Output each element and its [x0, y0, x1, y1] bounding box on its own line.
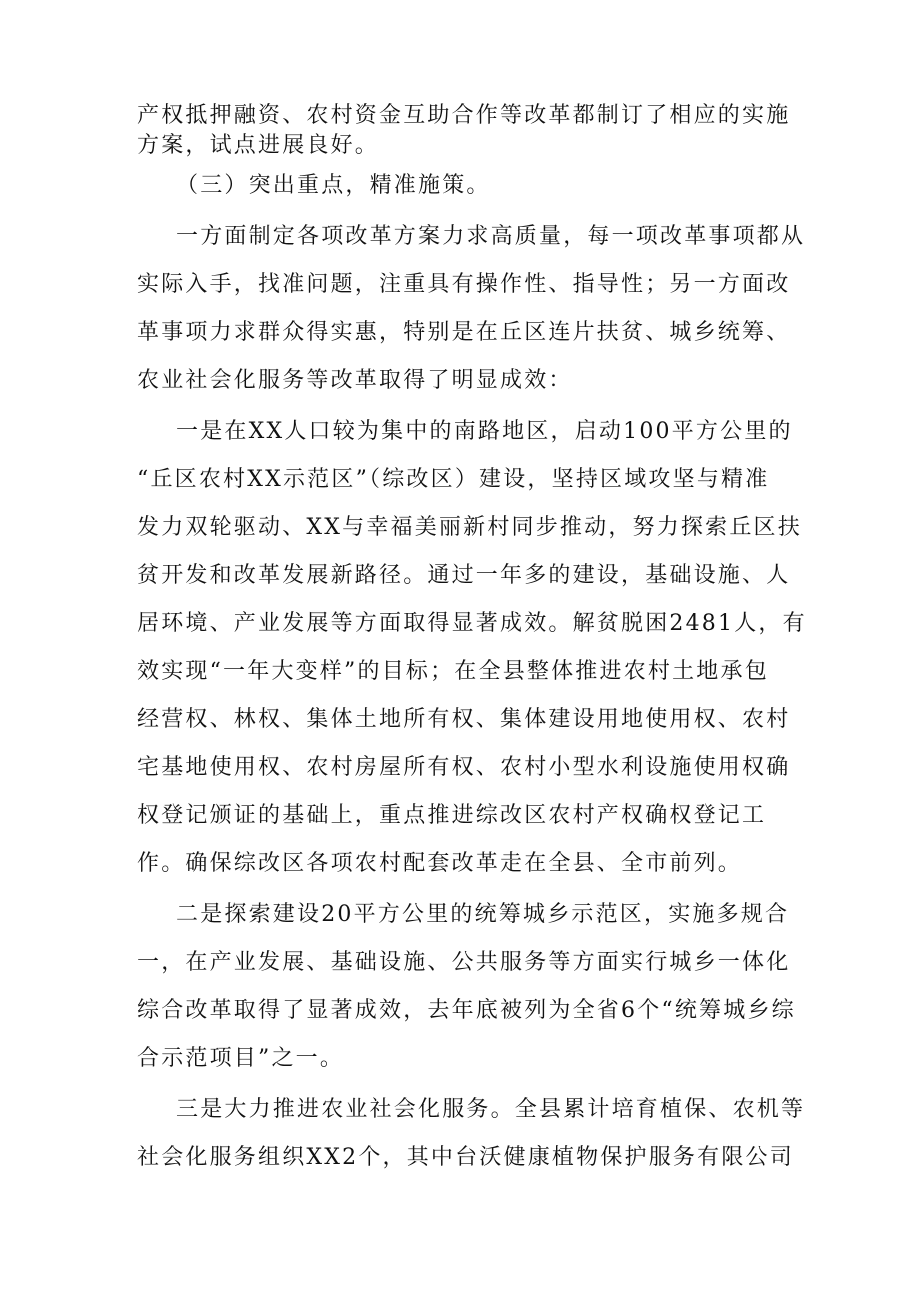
text-line: 一，在产业发展、基础设施、公共服务等方面实行城乡一体化: [137, 950, 791, 975]
text-line: 居环境、产业发展等方面取得显著成效。解贫脱困2481人，有: [137, 611, 807, 636]
text-line: “丘区农村XX示范区”（综改区）建设，坚持区域攻坚与精准: [137, 467, 770, 492]
text-line: 方案，试点进展良好。: [137, 133, 380, 158]
text-line: 发力双轮驱动、XX与幸福美丽新村同步推动，努力探索丘区扶: [137, 515, 802, 540]
text-line: 合示范项目”之一。: [137, 1046, 345, 1071]
text-line: 综合改革取得了显著成效，去年底被列为全省6个“统筹城乡综: [137, 998, 796, 1023]
text-line: 三是大力推进农业社会化服务。全县累计培育植保、农机等: [176, 1097, 806, 1122]
text-line: 一方面制定各项改革方案力求高质量，每一项改革事项都从: [176, 224, 806, 249]
text-line: 作。确保综改区各项农村配套改革走在全县、全市前列。: [137, 851, 743, 876]
text-line: 农业社会化服务等改革取得了明显成效：: [137, 368, 573, 393]
section-heading: （三）突出重点，精准施策。: [176, 173, 491, 198]
text-line: 权登记颁证的基础上，重点推进综改区农村产权确权登记工: [137, 803, 767, 828]
text-line: 实际入手，找准问题，注重具有操作性、指导性；另一方面改: [137, 272, 791, 297]
text-line: 效实现“一年大变样”的目标；在全县整体推进农村土地承包: [137, 659, 769, 684]
text-line: 社会化服务组织XX2个，其中台沃健康植物保护服务有限公司: [137, 1145, 794, 1170]
text-line: 宅基地使用权、农村房屋所有权、农村小型水利设施使用权确: [137, 755, 791, 780]
text-line: 革事项力求群众得实惠，特别是在丘区连片扶贫、城乡统筹、: [137, 320, 791, 345]
text-line: 二是探索建设20平方公里的统筹城乡示范区，实施多规合: [176, 902, 790, 927]
text-line: 贫开发和改革发展新路径。通过一年多的建设，基础设施、人: [137, 563, 791, 588]
text-line: 产权抵押融资、农村资金互助合作等改革都制订了相应的实施: [137, 103, 791, 128]
text-line: 一是在XX人口较为集中的南路地区，启动100平方公里的: [176, 419, 793, 444]
text-line: 经营权、林权、集体土地所有权、集体建设用地使用权、农村: [137, 707, 791, 732]
